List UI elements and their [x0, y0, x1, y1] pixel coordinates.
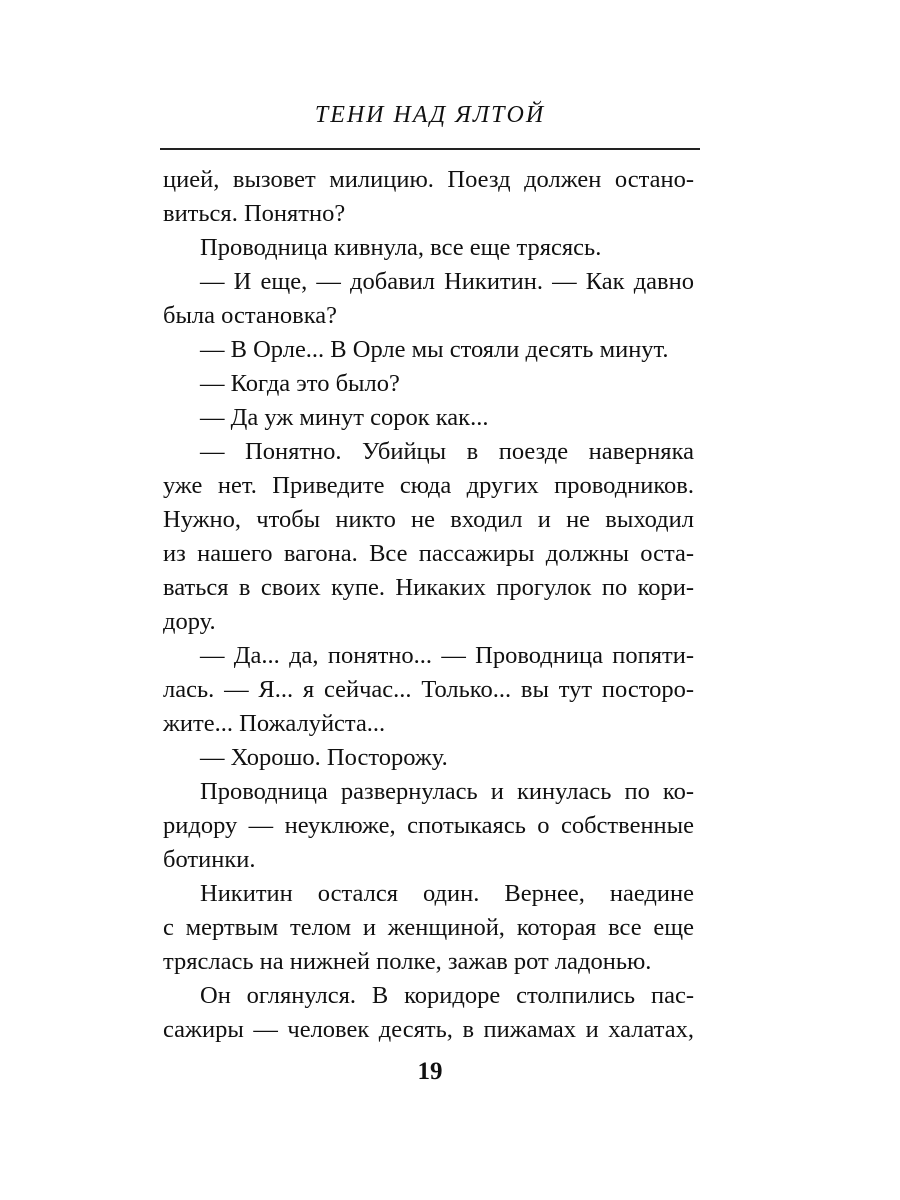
text-line: — Да уж минут сорок как...: [200, 404, 489, 431]
text-line: дору.: [163, 608, 216, 635]
page-number: 19: [417, 1058, 443, 1085]
text-line: ридору — неуклюже, спотыкаясь о собственные: [163, 812, 694, 839]
text-line: — И еще, — добавил Никитин. — Как давно: [200, 268, 694, 295]
text-line: — Хорошо. Посторожу.: [200, 744, 448, 771]
text-line: жите... Пожалуйста...: [163, 710, 386, 737]
running-title: ТЕНИ НАД ЯЛТОЙ: [314, 102, 546, 128]
text-line: — Когда это было?: [200, 370, 400, 397]
text-line: Он оглянулся. В коридоре столпились пас-: [200, 982, 694, 1009]
text-line: с мертвым телом и женщиной, которая все еще: [163, 914, 694, 941]
text-line: была остановка?: [163, 302, 337, 329]
header-rule: [160, 148, 700, 150]
text-line: виться. Понятно?: [163, 200, 346, 227]
body-text: [163, 163, 694, 1047]
text-line: сажиры — человек десять, в пижамах и халатах,: [163, 1016, 694, 1043]
text-line: Проводница кивнула, все еще трясясь.: [200, 234, 602, 261]
text-line: уже нет. Приведите сюда других проводников.: [163, 472, 694, 499]
text-line: Проводница развернулась и кинулась по ко-: [200, 778, 694, 805]
text-line: из нашего вагона. Все пассажиры должны оста-: [163, 540, 694, 567]
text-line: — В Орле... В Орле мы стояли десять минут.: [200, 336, 669, 363]
text-line: ботинки.: [163, 846, 256, 873]
text-line: Никитин остался один. Вернее, наедине: [200, 880, 694, 907]
text-line: тряслась на нижней полке, зажав рот ладонью.: [163, 948, 652, 975]
text-line: — Понятно. Убийцы в поезде наверняка: [200, 438, 694, 465]
text-line: — Да... да, понятно... — Проводница попяти-: [200, 642, 694, 669]
text-line: лась. — Я... я сейчас... Только... вы тут посторо-: [163, 676, 694, 703]
text-line: ваться в своих купе. Никаких прогулок по кори-: [163, 574, 694, 601]
text-line: Нужно, чтобы никто не входил и не выходил: [163, 506, 694, 533]
text-line: цией, вызовет милицию. Поезд должен остано-: [163, 166, 694, 193]
